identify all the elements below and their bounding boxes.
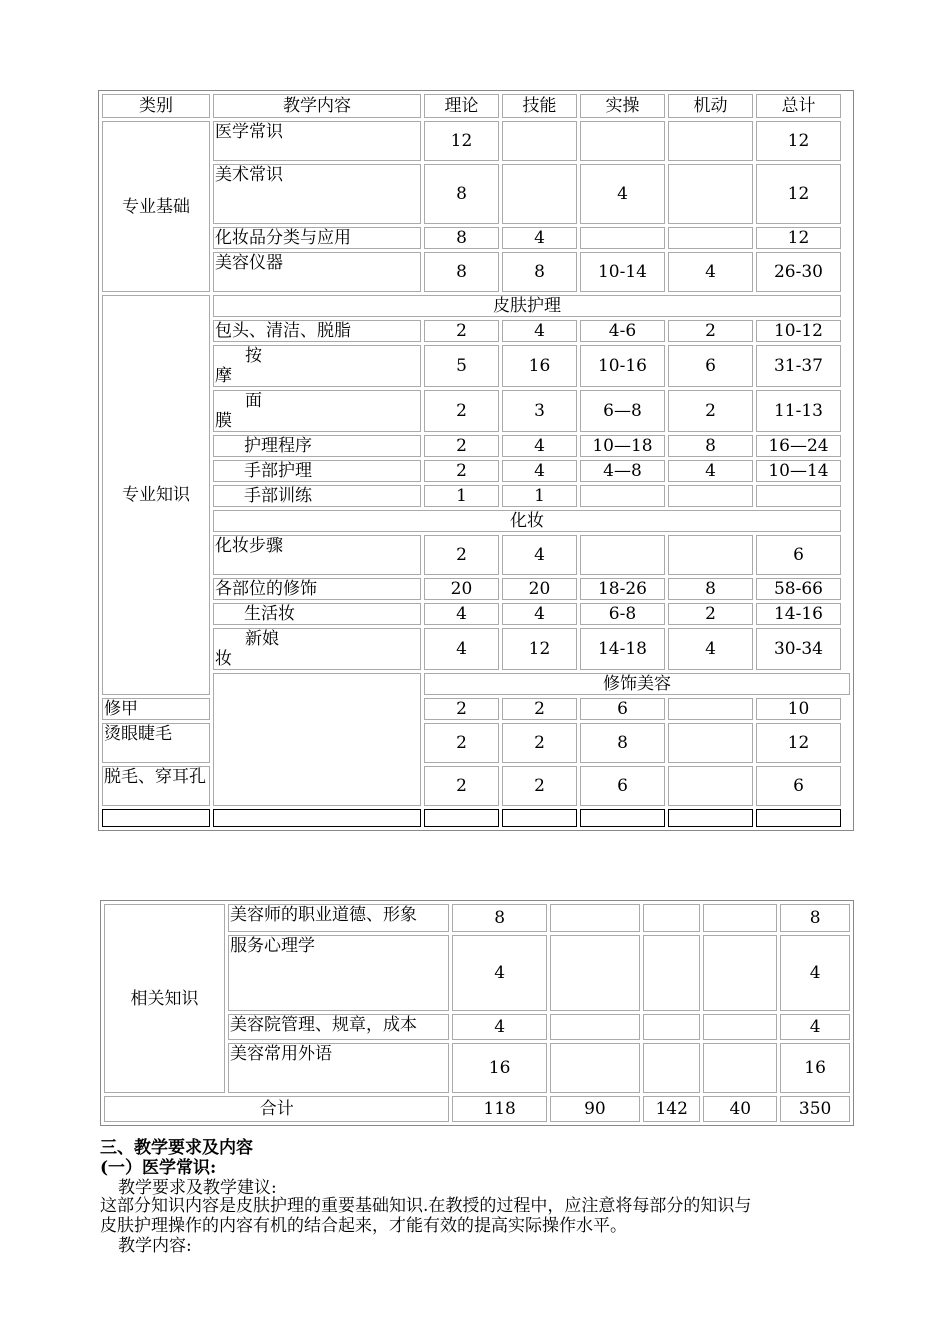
flex-cell (668, 766, 753, 806)
content-cell: 手部训练 (213, 485, 421, 507)
section-title: 修饰美容 (424, 673, 850, 695)
total-cell: 12 (756, 121, 841, 161)
theory-cell: 2 (424, 435, 499, 457)
practice-cell (580, 535, 665, 575)
flex-cell: 4 (668, 460, 753, 482)
practice-cell: 6 (580, 698, 665, 720)
theory-cell: 4 (452, 935, 546, 1011)
theory-cell: 2 (424, 390, 499, 432)
flex-cell (668, 535, 753, 575)
content-cell: 修甲 (102, 698, 210, 720)
total-cell: 12 (756, 227, 841, 249)
section-row (102, 295, 850, 317)
skill-cell: 20 (502, 578, 577, 600)
theory-cell: 8 (424, 164, 499, 224)
flex-cell (703, 935, 777, 1011)
content-cell: 烫眼睫毛 (102, 723, 210, 763)
content-cell: 美容师的职业道德、形象 (228, 904, 449, 932)
empty-cell (756, 809, 841, 827)
flex-cell (668, 485, 753, 507)
practice-cell (580, 227, 665, 249)
flex-cell (668, 227, 753, 249)
flex-cell (703, 1014, 777, 1040)
empty-cell (102, 809, 210, 827)
skill-cell: 8 (502, 252, 577, 292)
category-cell: 相关知识 (104, 904, 225, 1093)
theory-cell: 8 (424, 227, 499, 249)
subsection-heading: (一）医学常识: (100, 1158, 217, 1178)
skill-cell: 4 (502, 535, 577, 575)
skill-cell: 2 (502, 698, 577, 720)
content-cell: 生活妆 (213, 603, 421, 625)
table-row (102, 628, 850, 670)
content-cell: 服务心理学 (228, 935, 449, 1011)
content-cell: 美术常识 (213, 164, 421, 224)
flex-cell (703, 1043, 777, 1093)
theory-cell: 2 (424, 535, 499, 575)
skill-cell: 3 (502, 390, 577, 432)
empty-cell (424, 809, 499, 827)
theory-cell: 2 (424, 698, 499, 720)
practice-cell (643, 1043, 700, 1093)
flex-cell: 4 (668, 628, 753, 670)
theory-cell: 5 (424, 345, 499, 387)
theory-cell: 4 (424, 628, 499, 670)
practice-cell: 6-8 (580, 603, 665, 625)
total-cell: 6 (756, 766, 841, 806)
total-cell: 58-66 (756, 578, 841, 600)
skill-cell (502, 164, 577, 224)
total-cell: 14-16 (756, 603, 841, 625)
content-text: 按 (245, 346, 262, 366)
category-cell: 专业基础 (102, 121, 210, 292)
total-cell: 11-13 (756, 390, 841, 432)
practice-cell: 6 (580, 766, 665, 806)
table-row (102, 435, 850, 457)
total-cell: 6 (756, 535, 841, 575)
theory-cell: 1 (424, 485, 499, 507)
header-cell: 教学内容 (213, 94, 421, 118)
content-cell: 美容院管理、规章，成本 (228, 1014, 449, 1040)
practice-cell: 8 (580, 723, 665, 763)
theory-cell: 8 (452, 904, 546, 932)
curriculum-table (98, 90, 854, 831)
content-cell: 美容常用外语 (228, 1043, 449, 1093)
theory-cell: 2 (424, 320, 499, 342)
content-text: 摩 (215, 366, 232, 386)
section-heading: 三、教学要求及内容 (100, 1138, 253, 1158)
table-row (102, 164, 850, 224)
theory-cell: 2 (424, 723, 499, 763)
table-row (102, 578, 850, 600)
flex-cell: 8 (668, 435, 753, 457)
theory-cell: 8 (424, 252, 499, 292)
paragraph: 教学内容: (118, 1236, 192, 1256)
header-cell: 理论 (424, 94, 499, 118)
flex-cell (668, 723, 753, 763)
flex-cell (668, 164, 753, 224)
sum-theory: 118 (452, 1096, 546, 1122)
table-row (102, 535, 850, 575)
skill-cell (550, 1043, 640, 1093)
content-cell (213, 628, 421, 670)
theory-cell: 4 (452, 1014, 546, 1040)
practice-cell: 10—18 (580, 435, 665, 457)
content-cell: 医学常识 (213, 121, 421, 161)
sum-skill: 90 (550, 1096, 640, 1122)
content-cell: 各部位的修饰 (213, 578, 421, 600)
paragraph: 教学要求及教学建议: (118, 1178, 277, 1198)
total-cell: 12 (756, 164, 841, 224)
content-cell: 美容仪器 (213, 252, 421, 292)
skill-cell: 4 (502, 435, 577, 457)
skill-cell: 1 (502, 485, 577, 507)
skill-cell: 4 (502, 227, 577, 249)
section-row (102, 510, 850, 532)
practice-cell (580, 485, 665, 507)
section-row (102, 673, 850, 695)
skill-cell (550, 935, 640, 1011)
total-cell: 26-30 (756, 252, 841, 292)
paragraph: 这部分知识内容是皮肤护理的重要基础知识.在教授的过程中，应注意将每部分的知识与 (100, 1196, 752, 1216)
related-knowledge-table (100, 900, 854, 1126)
practice-cell: 4-6 (580, 320, 665, 342)
flex-cell: 2 (668, 320, 753, 342)
total-cell: 4 (780, 935, 850, 1011)
total-cell: 16 (780, 1043, 850, 1093)
table-row (102, 121, 850, 161)
table-row (102, 252, 850, 292)
total-cell: 30-34 (756, 628, 841, 670)
empty-cell (213, 809, 421, 827)
table-row (102, 485, 850, 507)
section-title: 皮肤护理 (213, 295, 841, 317)
content-cell: 化妆步骤 (213, 535, 421, 575)
skill-cell: 4 (502, 320, 577, 342)
skill-cell (502, 121, 577, 161)
skill-cell (550, 1014, 640, 1040)
content-cell: 手部护理 (213, 460, 421, 482)
flex-cell (703, 904, 777, 932)
content-cell: 脱毛、穿耳孔 (102, 766, 210, 806)
sum-practice: 142 (643, 1096, 700, 1122)
skill-cell: 4 (502, 460, 577, 482)
header-row (102, 94, 850, 118)
content-text: 面 (245, 391, 262, 411)
total-cell: 12 (756, 723, 841, 763)
table-row (102, 460, 850, 482)
skill-cell: 4 (502, 603, 577, 625)
empty-row (102, 809, 850, 827)
theory-cell: 16 (452, 1043, 546, 1093)
practice-cell (580, 121, 665, 161)
theory-cell: 2 (424, 460, 499, 482)
theory-cell: 12 (424, 121, 499, 161)
practice-cell: 4—8 (580, 460, 665, 482)
table-row (102, 390, 850, 432)
empty-cell (668, 809, 753, 827)
content-cell: 包头、清洁、脱脂 (213, 320, 421, 342)
skill-cell: 16 (502, 345, 577, 387)
total-cell: 10-12 (756, 320, 841, 342)
flex-cell: 8 (668, 578, 753, 600)
practice-cell (643, 904, 700, 932)
header-cell: 实操 (580, 94, 665, 118)
flex-cell (668, 698, 753, 720)
practice-cell: 6—8 (580, 390, 665, 432)
table-row (102, 345, 850, 387)
total-cell: 10—14 (756, 460, 841, 482)
section-title: 化妆 (213, 510, 841, 532)
total-cell: 10 (756, 698, 841, 720)
sum-total: 350 (780, 1096, 850, 1122)
header-cell: 技能 (502, 94, 577, 118)
practice-cell: 4 (580, 164, 665, 224)
table-row (102, 227, 850, 249)
table-row (104, 904, 850, 932)
flex-cell: 2 (668, 603, 753, 625)
skill-cell: 12 (502, 628, 577, 670)
skill-cell: 2 (502, 723, 577, 763)
practice-cell (643, 935, 700, 1011)
table-row (102, 320, 850, 342)
theory-cell: 4 (424, 603, 499, 625)
skill-cell (550, 904, 640, 932)
header-cell: 总计 (756, 94, 841, 118)
total-cell: 4 (780, 1014, 850, 1040)
flex-cell: 6 (668, 345, 753, 387)
total-cell (756, 485, 841, 507)
total-cell: 8 (780, 904, 850, 932)
theory-cell: 20 (424, 578, 499, 600)
empty-cell (580, 809, 665, 827)
flex-cell (668, 121, 753, 161)
empty-cell (502, 809, 577, 827)
content-cell: 化妆品分类与应用 (213, 227, 421, 249)
header-cell: 机动 (668, 94, 753, 118)
flex-cell: 2 (668, 390, 753, 432)
content-cell: 护理程序 (213, 435, 421, 457)
header-cell: 类别 (102, 94, 210, 118)
sum-label: 合计 (104, 1096, 449, 1122)
category-cell (213, 673, 421, 806)
total-cell: 31-37 (756, 345, 841, 387)
content-cell (213, 390, 421, 432)
paragraph: 皮肤护理操作的内容有机的结合起来，才能有效的提高实际操作水平。 (100, 1216, 627, 1236)
content-text: 妆 (215, 649, 232, 669)
practice-cell (643, 1014, 700, 1040)
total-cell: 16—24 (756, 435, 841, 457)
content-text: 膜 (215, 411, 232, 431)
sum-flex: 40 (703, 1096, 777, 1122)
practice-cell: 18-26 (580, 578, 665, 600)
content-cell (213, 345, 421, 387)
practice-cell: 10-14 (580, 252, 665, 292)
table-row (102, 603, 850, 625)
practice-cell: 14-18 (580, 628, 665, 670)
category-cell: 专业知识 (102, 295, 210, 695)
practice-cell: 10-16 (580, 345, 665, 387)
sum-row (104, 1096, 850, 1122)
flex-cell: 4 (668, 252, 753, 292)
theory-cell: 2 (424, 766, 499, 806)
skill-cell: 2 (502, 766, 577, 806)
content-text: 新娘 (245, 629, 279, 649)
